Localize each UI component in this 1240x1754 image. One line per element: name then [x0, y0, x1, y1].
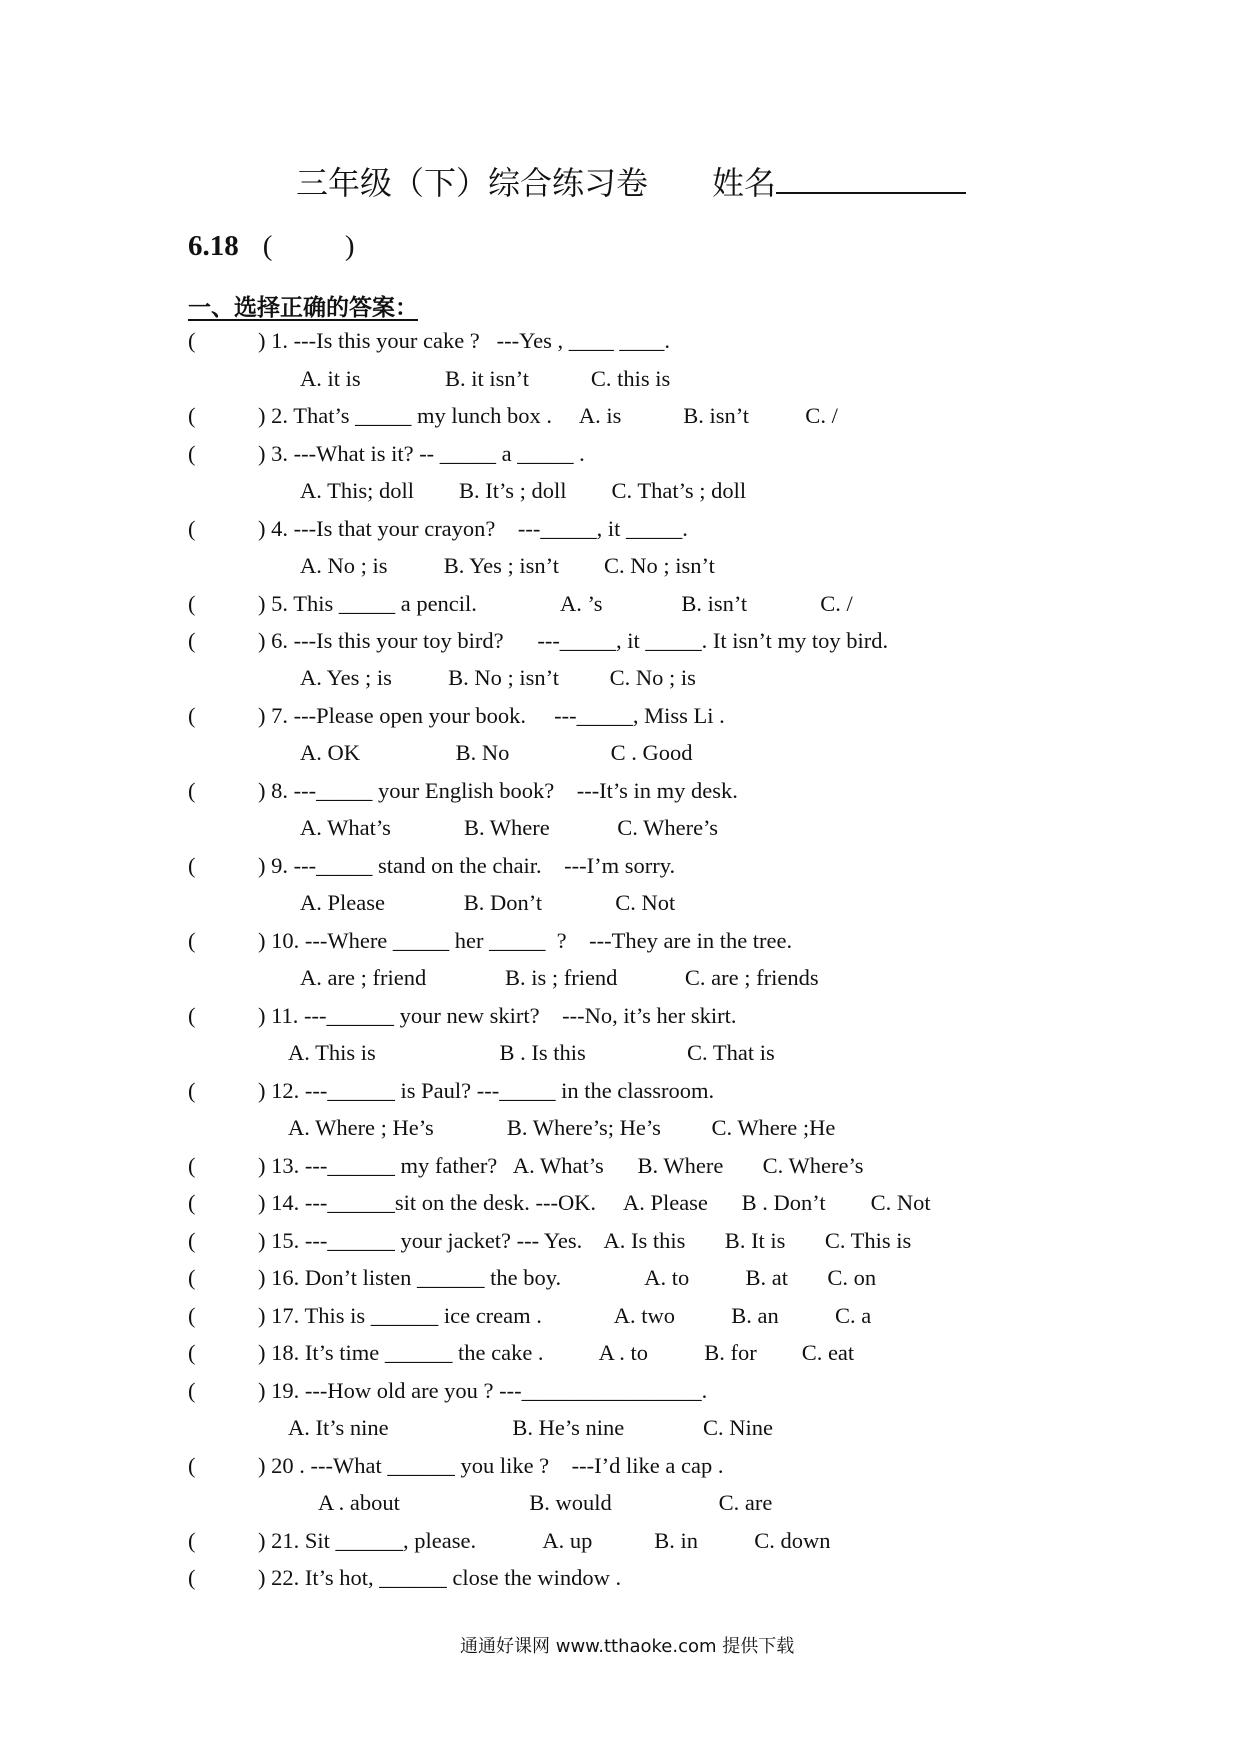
- question-text: ) 8. ---_____ your English book? ---It’s in my desk.: [258, 778, 738, 803]
- question-14: [188, 1188, 931, 1218]
- answer-paren: (: [188, 778, 196, 803]
- footer-text: 通通好课网 www.tthaoke.com 提供下载: [460, 1636, 795, 1657]
- question-4: [188, 514, 688, 544]
- question-6: [188, 626, 888, 656]
- question-text: ) 16. Don’t listen ______ the boy. A. to B. at C. on: [258, 1265, 877, 1290]
- options-4: A. No ; is B. Yes ; isn’t C. No ; isn’t: [300, 553, 715, 578]
- name-blank: [776, 191, 966, 194]
- answer-paren: (: [188, 1153, 196, 1178]
- question-16: [188, 1263, 876, 1293]
- question-text: ) 1. ---Is this your cake ? ---Yes , ____ ____.: [258, 328, 671, 353]
- options-1: A. it is B. it isn’t C. this is: [300, 366, 671, 391]
- answer-paren: (: [188, 853, 196, 878]
- options-6: A. Yes ; is B. No ; isn’t C. No ; is: [300, 665, 696, 690]
- options-11: A. This is B . Is this C. That is: [288, 1040, 775, 1065]
- answer-paren: (: [188, 328, 196, 353]
- question-19: [188, 1376, 707, 1406]
- question-18: [188, 1338, 854, 1368]
- page-title: [296, 158, 966, 204]
- answer-paren: (: [188, 1340, 196, 1365]
- question-text: ) 13. ---______ my father? A. What’s B. Where C. Where’s: [258, 1153, 864, 1178]
- question-11: [188, 1001, 736, 1031]
- section-title: 一、选择正确的答案：: [188, 295, 418, 321]
- question-text: ) 4. ---Is that your crayon? ---_____, it _____.: [258, 516, 688, 541]
- answer-paren: (: [188, 516, 196, 541]
- date-value: 6.18: [188, 230, 239, 262]
- question-8: [188, 776, 738, 806]
- options-20: A . about B. would C. are: [318, 1490, 773, 1515]
- question-15: [188, 1226, 911, 1256]
- options-8: A. What’s B. Where C. Where’s: [300, 815, 719, 840]
- question-1: [188, 326, 670, 356]
- question-2: [188, 401, 838, 431]
- answer-paren: (: [188, 1265, 196, 1290]
- question-text: ) 15. ---______ your jacket? --- Yes. A. Is this B. It is C. This is: [258, 1228, 912, 1253]
- answer-paren: (: [188, 441, 196, 466]
- answer-paren: (: [188, 1228, 196, 1253]
- answer-paren: (: [188, 1190, 196, 1215]
- answer-paren: (: [188, 1003, 196, 1028]
- question-text: ) 11. ---______ your new skirt? ---No, it’s her skirt.: [258, 1003, 737, 1028]
- options-7: A. OK B. No C . Good: [300, 740, 693, 765]
- question-text: ) 20 . ---What ______ you like ? ---I’d like a cap .: [258, 1453, 724, 1478]
- answer-paren: (: [188, 703, 196, 728]
- question-text: ) 21. Sit ______, please. A. up B. in C. down: [258, 1528, 831, 1553]
- question-text: ) 18. It’s time ______ the cake . A . to B. for C. eat: [258, 1340, 855, 1365]
- question-text: ) 2. That’s _____ my lunch box . A. is B. isn’t C. /: [258, 403, 838, 428]
- question-text: ) 17. This is ______ ice cream . A. two B. an C. a: [258, 1303, 872, 1328]
- question-21: [188, 1526, 831, 1556]
- options-3: A. This; doll B. It’s ; doll C. That’s ; doll: [300, 478, 747, 503]
- question-7: [188, 701, 725, 731]
- answer-paren: (: [188, 1453, 196, 1478]
- question-text: ) 6. ---Is this your toy bird? ---_____, it _____. It isn’t my toy bird.: [258, 628, 889, 653]
- question-17: [188, 1301, 871, 1331]
- answer-paren: (: [188, 1303, 196, 1328]
- answer-paren: (: [188, 1528, 196, 1553]
- question-13: [188, 1151, 864, 1181]
- question-20: [188, 1451, 723, 1481]
- question-text: ) 7. ---Please open your book. ---_____, Miss Li .: [258, 703, 725, 728]
- question-text: ) 19. ---How old are you ? ---________________.: [258, 1378, 708, 1403]
- question-text: ) 3. ---What is it? -- _____ a _____ .: [258, 441, 585, 466]
- options-9: A. Please B. Don’t C. Not: [300, 890, 676, 915]
- question-3: [188, 439, 585, 469]
- question-text: ) 5. This _____ a pencil. A. ’s B. isn’t C. /: [258, 591, 853, 616]
- options-10: A. are ; friend B. is ; friend C. are ; friends: [300, 965, 819, 990]
- options-19: A. It’s nine B. He’s nine C. Nine: [288, 1415, 773, 1440]
- options-12: A. Where ; He’s B. Where’s; He’s C. Where ;He: [288, 1115, 836, 1140]
- question-text: ) 22. It’s hot, ______ close the window .: [258, 1565, 622, 1590]
- date-line: [188, 230, 355, 263]
- title-text: 三年级（下）综合练习卷: [296, 164, 649, 202]
- answer-paren: (: [188, 591, 196, 616]
- answer-paren: (: [188, 628, 196, 653]
- answer-paren: (: [188, 928, 196, 953]
- question-text: ) 12. ---______ is Paul? ---_____ in the classroom.: [258, 1078, 715, 1103]
- date-paren: ( ): [262, 230, 355, 262]
- question-12: [188, 1076, 714, 1106]
- question-text: ) 10. ---Where _____ her _____ ? ---They are in the tree.: [258, 928, 793, 953]
- answer-paren: (: [188, 1378, 196, 1403]
- question-10: [188, 926, 792, 956]
- answer-paren: (: [188, 1078, 196, 1103]
- question-5: [188, 589, 853, 619]
- question-22: [188, 1563, 621, 1593]
- question-9: [188, 851, 675, 881]
- answer-paren: (: [188, 1565, 196, 1590]
- name-label: 姓名: [712, 164, 777, 202]
- answer-paren: (: [188, 403, 196, 428]
- question-text: ) 9. ---_____ stand on the chair. ---I’m sorry.: [258, 853, 676, 878]
- question-text: ) 14. ---______sit on the desk. ---OK. A. Please B . Don’t C. Not: [258, 1190, 931, 1215]
